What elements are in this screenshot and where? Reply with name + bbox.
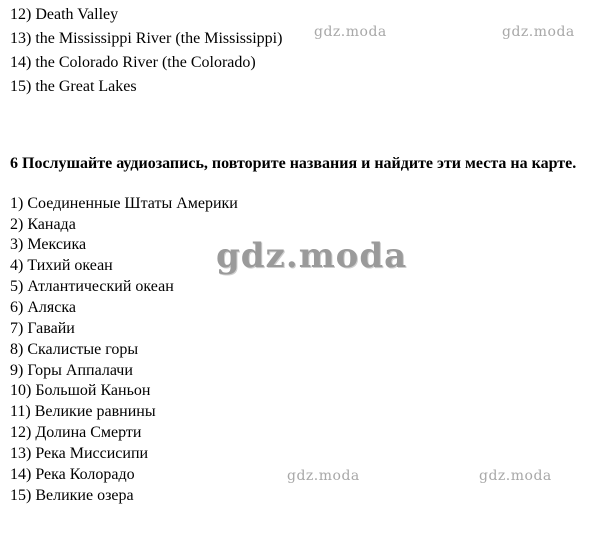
top-list-item-14: 14) the Colorado River (the Colorado) [10,54,256,71]
task-6-item-4: 4) Тихий океан [10,257,113,274]
task-6-item-15: 15) Великие озера [10,487,134,504]
task-6-item-8: 8) Скалистые горы [10,341,139,358]
task-6-item-12: 12) Долина Смерти [10,424,142,441]
task-6-item-1: 1) Соединенные Штаты Америки [10,195,238,212]
task-6-item-7: 7) Гавайи [10,320,75,337]
task-6-item-2: 2) Канада [10,216,76,233]
task-6-item-13: 13) Река Миссисипи [10,445,149,462]
watermark-bottom-right: gdz.moda [479,468,552,484]
watermark-top-center: gdz.moda [314,24,387,40]
task-6-item-3: 3) Мексика [10,236,87,253]
watermark-bottom-center: gdz.moda [287,468,360,484]
task-6-item-6: 6) Аляска [10,299,76,316]
top-list-item-15: 15) the Great Lakes [10,78,137,95]
task-6-item-5: 5) Атлантический океан [10,278,174,295]
task-6-item-10: 10) Большой Каньон [10,382,151,399]
watermark-center: gdz.moda [216,236,408,276]
top-list-item-12: 12) Death Valley [10,6,119,23]
task-6-item-9: 9) Горы Аппалачи [10,362,133,379]
task-6-item-11: 11) Великие равнины [10,403,156,420]
task-6-heading: 6 Послушайте аудиозапись, повторите названия и найдите эти места на карте. [10,155,577,172]
top-list-item-13: 13) the Mississippi River (the Mississippi) [10,30,283,47]
watermark-top-right: gdz.moda [502,24,575,40]
task-6-item-14: 14) Река Колорадо [10,466,135,483]
